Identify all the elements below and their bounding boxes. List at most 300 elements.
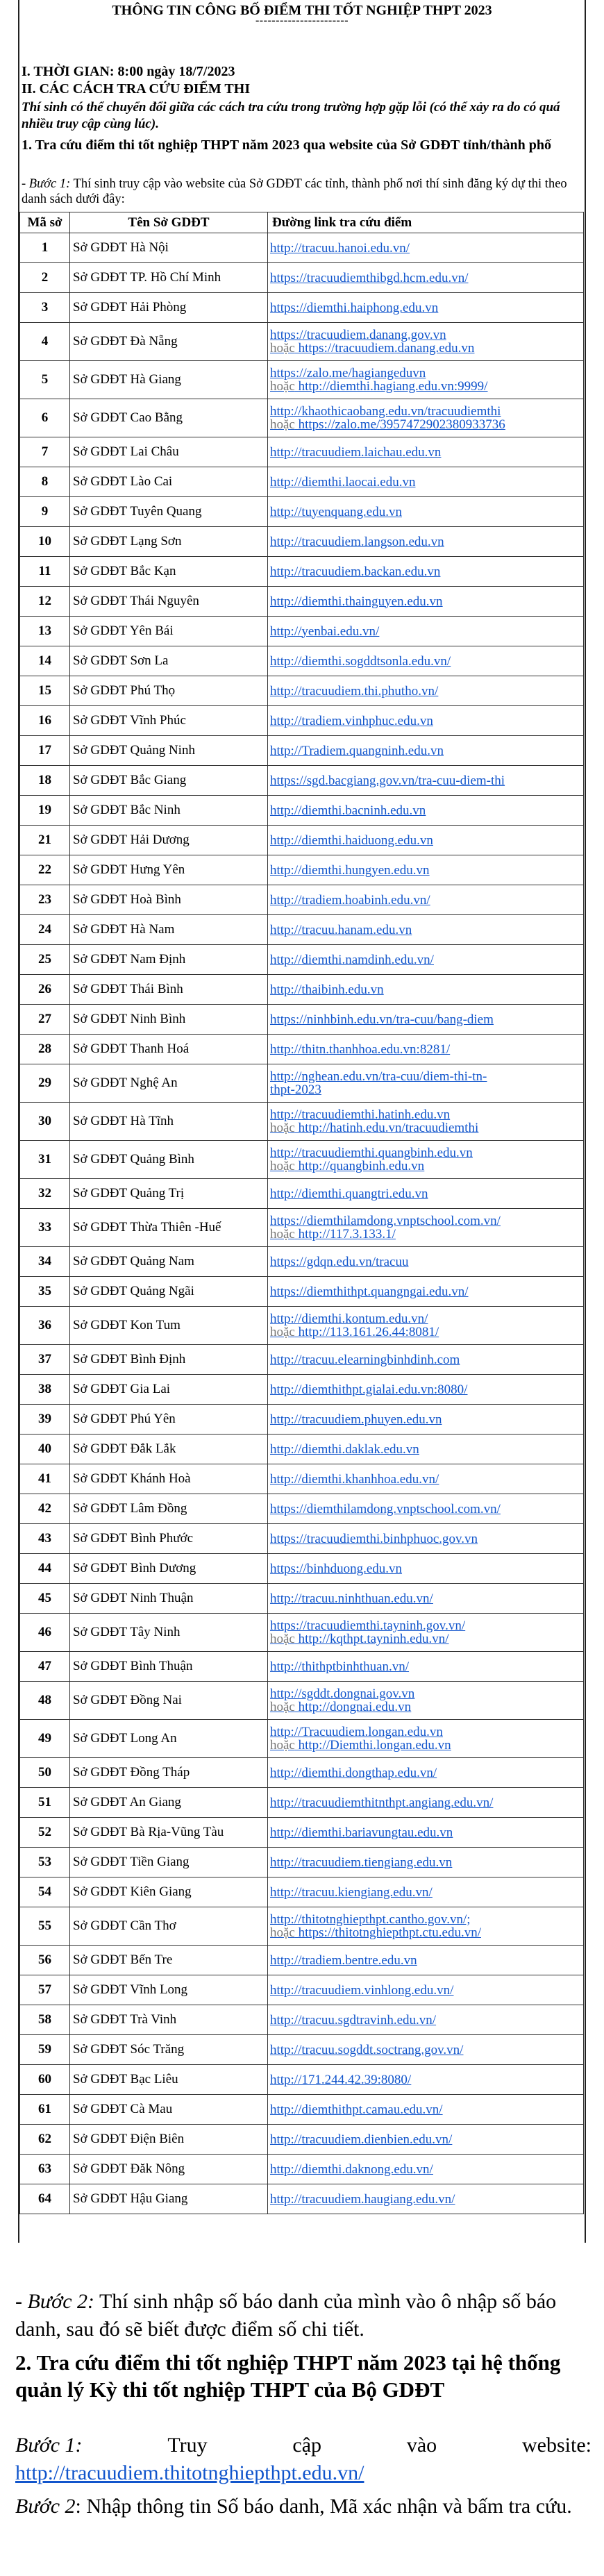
- step-label: Bước 2: [15, 2495, 76, 2518]
- lookup-link[interactable]: https://zalo.me/hagiangeduvn: [270, 367, 426, 380]
- row-links: [268, 2125, 584, 2155]
- lookup-link[interactable]: http://113.161.26.44:8081/: [298, 1325, 439, 1339]
- lookup-link[interactable]: http://diemthi.daknong.edu.vn/: [270, 2162, 433, 2176]
- lookup-link[interactable]: http://171.244.42.39:8080/: [270, 2073, 412, 2086]
- table-header-row: [20, 212, 584, 233]
- alternative-word: hoặc: [270, 1325, 295, 1339]
- lookup-link[interactable]: https://thitotnghiepthpt.ctu.edu.vn/: [298, 1926, 481, 1939]
- link-line: [270, 1473, 581, 1486]
- link-line: [270, 367, 581, 380]
- row-links: [268, 1720, 584, 1758]
- link-line: [270, 2193, 581, 2206]
- row-links: [268, 706, 584, 736]
- lookup-link[interactable]: http://tracuudiem.vinhlong.edu.vn/: [270, 1983, 454, 1997]
- row-code: 26: [20, 975, 70, 1005]
- lookup-link[interactable]: http://diemthi.hungyen.edu.vn: [270, 863, 430, 877]
- table-row: [20, 1277, 584, 1307]
- row-links: [268, 1435, 584, 1464]
- row-links: [268, 323, 584, 361]
- method1-step1: [22, 176, 582, 207]
- title-divider: -----------------------: [255, 15, 349, 26]
- row-links: [268, 1848, 584, 1877]
- table-row: [20, 736, 584, 766]
- table-row: [20, 1720, 584, 1758]
- row-code: 41: [20, 1464, 70, 1494]
- row-links: [268, 2095, 584, 2125]
- row-links: [268, 527, 584, 557]
- lookup-link[interactable]: http://tracuu.ninhthuan.edu.vn/: [270, 1591, 433, 1605]
- alternative-word: hoặc: [270, 1228, 295, 1241]
- lookup-link[interactable]: http://117.3.133.1/: [298, 1228, 396, 1241]
- table-row: [20, 1035, 584, 1064]
- row-department: Sở GDĐT Quảng Bình: [70, 1141, 268, 1179]
- table-row: [20, 293, 584, 323]
- row-links: [268, 1554, 584, 1584]
- row-code: 30: [20, 1103, 70, 1141]
- lookup-link[interactable]: http://diemthi.bariavungtau.edu.vn: [270, 1825, 453, 1839]
- alternative-word: hoặc: [270, 1121, 295, 1135]
- table-row: [20, 1682, 584, 1720]
- lookup-link[interactable]: http://dongnai.edu.vn: [298, 1700, 412, 1714]
- lookup-link[interactable]: http://tracuu.hanoi.edu.vn/: [270, 241, 410, 255]
- link-line: [270, 2014, 581, 2027]
- table-row: [20, 1907, 584, 1946]
- lookup-link[interactable]: http://diemthi.thainguyen.edu.vn: [270, 594, 443, 608]
- row-department: Sở GDĐT Ninh Bình: [70, 1005, 268, 1035]
- lookup-link[interactable]: http://tracuudiem.haugiang.edu.vn/: [270, 2192, 455, 2206]
- row-links: [268, 1277, 584, 1307]
- row-links: [268, 676, 584, 706]
- row-department: Sở GDĐT Bắc Ninh: [70, 796, 268, 826]
- row-department: Sở GDĐT Điện Biên: [70, 2125, 268, 2155]
- row-department: Sở GDĐT Hải Phòng: [70, 293, 268, 323]
- table-row: [20, 945, 584, 975]
- lookup-link[interactable]: https://ninhbinh.edu.vn/tra-cuu/bang-diem: [270, 1012, 494, 1026]
- lookup-link[interactable]: http://tracuudiem.laichau.edu.vn: [270, 445, 442, 459]
- row-code: 22: [20, 855, 70, 885]
- alternative-word: hoặc: [270, 1926, 295, 1939]
- lookup-table: [19, 212, 584, 2214]
- lookup-link[interactable]: http://tracuudiem.langson.edu.vn: [270, 535, 444, 549]
- row-code: 52: [20, 1818, 70, 1848]
- row-department: Sở GDĐT Kon Tum: [70, 1307, 268, 1345]
- link-line: [270, 1913, 581, 1926]
- row-department: Sở GDĐT Hải Dương: [70, 826, 268, 855]
- method2-heading: 2. Tra cứu điểm thi tốt nghiệp THPT năm 2023 tại hệ thống quản lý Kỳ thi tốt nghiệp THPT của Bộ GDĐT: [15, 2350, 561, 2402]
- lookup-link[interactable]: http://diemthithpt.camau.edu.vn/: [270, 2102, 443, 2116]
- link-line: [270, 418, 581, 431]
- section-time: I. THỜI GIAN: 8:00 ngày 18/7/2023: [22, 64, 235, 79]
- lookup-link[interactable]: http://diemthi.namdinh.edu.vn/: [270, 953, 434, 967]
- row-links: [268, 2005, 584, 2035]
- step-label: - Bước 1:: [22, 177, 71, 191]
- row-department: Sở GDĐT Vĩnh Phúc: [70, 706, 268, 736]
- step-word: Truy: [167, 2434, 208, 2457]
- lookup-link[interactable]: http://diemthi.bacninh.edu.vn: [270, 803, 426, 817]
- row-links: [268, 1005, 584, 1035]
- row-code: 35: [20, 1277, 70, 1307]
- link-line: [270, 894, 581, 907]
- lookup-link[interactable]: https://diemthilamdong.vnptschool.com.vn/: [270, 1502, 501, 1516]
- link-line: [270, 2133, 581, 2146]
- row-code: 64: [20, 2184, 70, 2214]
- link-line: [270, 1121, 581, 1135]
- table-row: [20, 1975, 584, 2005]
- row-code: 53: [20, 1848, 70, 1877]
- row-links: [268, 1758, 584, 1788]
- lookup-link[interactable]: https://tracuudiemthi.tayninh.gov.vn/: [270, 1619, 466, 1632]
- lookup-link[interactable]: http://thithptbinhthuan.vn/: [270, 1659, 410, 1673]
- lookup-link[interactable]: https://sgd.bacgiang.gov.vn/tra-cuu-diem-thi: [270, 773, 505, 787]
- row-links: [268, 497, 584, 527]
- row-links: [268, 1524, 584, 1554]
- lookup-link[interactable]: http://tracuudiem.phuyen.edu.vn: [270, 1412, 442, 1426]
- lookup-link[interactable]: http://nghean.edu.vn/tra-cuu/diem-thi-tn-: [270, 1070, 487, 1083]
- row-department: Sở GDĐT Thanh Hoá: [70, 1035, 268, 1064]
- link-line: [270, 1954, 581, 1967]
- link-line: [270, 744, 581, 758]
- row-code: 63: [20, 2155, 70, 2184]
- table-row: [20, 1758, 584, 1788]
- link-line: [270, 1043, 581, 1056]
- alternative-word: hoặc: [270, 1700, 295, 1714]
- lookup-link[interactable]: http://tracuu.kiengiang.edu.vn/: [270, 1885, 433, 1899]
- link-line: [270, 446, 581, 459]
- link-line: [270, 1532, 581, 1546]
- row-links: [268, 736, 584, 766]
- lookup-link[interactable]: http://tracuudiem.thi.phutho.vn/: [270, 684, 439, 698]
- table-row: [20, 1435, 584, 1464]
- row-department: Sở GDĐT Bà Rịa-Vũng Tàu: [70, 1818, 268, 1848]
- row-links: [268, 1375, 584, 1405]
- lookup-link[interactable]: http://tradiem.vinhphuc.edu.vn: [270, 714, 433, 728]
- document-title: THÔNG TIN CÔNG BỐ ĐIỂM THI TỐT NGHIỆP THPT 2023: [112, 3, 492, 18]
- link-line: [270, 328, 581, 342]
- lookup-link[interactable]: http://thitotnghiepthpt.cantho.gov.vn/;: [270, 1913, 471, 1926]
- lookup-link[interactable]: http://tracuudiemthitnthpt.angiang.edu.vn/: [270, 1796, 494, 1809]
- row-links: [268, 1614, 584, 1652]
- lookup-link[interactable]: https://diemthithpt.quangngai.edu.vn/: [270, 1285, 469, 1298]
- link-line: [270, 1856, 581, 1869]
- row-links: [268, 2035, 584, 2065]
- row-code: 18: [20, 766, 70, 796]
- table-row: [20, 826, 584, 855]
- ministry-lookup-link[interactable]: http://tracuudiem.thitotnghiepthpt.edu.vn/: [15, 2461, 364, 2484]
- lookup-link[interactable]: http://yenbai.edu.vn/: [270, 624, 380, 638]
- link-line: [270, 1160, 581, 1173]
- link-line: [270, 1562, 581, 1575]
- table-row: [20, 437, 584, 467]
- row-department: Sở GDĐT Bình Phước: [70, 1524, 268, 1554]
- lookup-link[interactable]: https://diemthi.haiphong.edu.vn: [270, 301, 439, 315]
- table-row: [20, 1788, 584, 1818]
- alternative-word: hoặc: [270, 1160, 295, 1173]
- col-header-code: Mã sở: [20, 212, 70, 233]
- lookup-link[interactable]: http://diemthi.dongthap.edu.vn/: [270, 1766, 437, 1780]
- table-row: [20, 2005, 584, 2035]
- lookup-link[interactable]: http://tracuudiemthi.hatinh.edu.vn: [270, 1108, 451, 1121]
- row-department: Sở GDĐT Trà Vinh: [70, 2005, 268, 2035]
- row-links: [268, 1946, 584, 1975]
- lookup-link[interactable]: http://diemthi.sogddtsonla.edu.vn/: [270, 654, 451, 668]
- table-row: [20, 361, 584, 399]
- row-code: 3: [20, 293, 70, 323]
- row-code: 28: [20, 1035, 70, 1064]
- row-department: Sở GDĐT Quảng Nam: [70, 1247, 268, 1277]
- table-row: [20, 676, 584, 706]
- step-text: Thí sinh nhập số báo danh của mình vào ô nhập số báo danh, sau đó sẽ biết được điểm số chi tiết.: [15, 2290, 557, 2341]
- link-line: [270, 1146, 581, 1160]
- lookup-link[interactable]: http://Tradiem.quangninh.edu.vn: [270, 744, 444, 758]
- row-code: 57: [20, 1975, 70, 2005]
- lookup-link[interactable]: http://diemthi.haiduong.edu.vn: [270, 833, 433, 847]
- link-line: [270, 1413, 581, 1426]
- table-row: [20, 1103, 584, 1141]
- table-row: [20, 706, 584, 736]
- lookup-link[interactable]: http://khaothicaobang.edu.vn/tracuudiemthi: [270, 405, 501, 418]
- row-code: 23: [20, 885, 70, 915]
- lookup-link[interactable]: https://tracuudiem.danang.gov.vn: [270, 328, 446, 342]
- row-department: Sở GDĐT Bình Thuận: [70, 1652, 268, 1682]
- lookup-link[interactable]: http://thitn.thanhhoa.edu.vn:8281/: [270, 1042, 451, 1056]
- row-code: 24: [20, 915, 70, 945]
- method1-step2: [15, 2288, 592, 2343]
- row-code: 58: [20, 2005, 70, 2035]
- row-links: [268, 467, 584, 497]
- link-line: [270, 565, 581, 578]
- row-department: Sở GDĐT Quảng Ninh: [70, 736, 268, 766]
- row-code: 39: [20, 1405, 70, 1435]
- row-code: 29: [20, 1064, 70, 1103]
- table-row: [20, 1877, 584, 1907]
- row-code: 10: [20, 527, 70, 557]
- lookup-link[interactable]: http://tracuudiemthi.quangbinh.edu.vn: [270, 1146, 473, 1160]
- step-word: vào: [406, 2434, 437, 2457]
- method2-step2: [15, 2493, 592, 2520]
- row-department: Sở GDĐT Đăk Nông: [70, 2155, 268, 2184]
- lookup-link[interactable]: http://tracuudiem.backan.edu.vn: [270, 564, 441, 578]
- step-text: : Nhập thông tin Số báo danh, Mã xác nhận và bấm tra cứu.: [75, 2495, 572, 2518]
- link-line: [270, 1503, 581, 1516]
- table-row: [20, 1818, 584, 1848]
- row-links: [268, 766, 584, 796]
- row-links: [268, 1464, 584, 1494]
- row-department: Sở GDĐT Hoà Bình: [70, 885, 268, 915]
- row-code: 6: [20, 399, 70, 437]
- row-links: [268, 975, 584, 1005]
- lookup-link[interactable]: http://Tracuudiem.longan.edu.vn: [270, 1725, 443, 1739]
- lookup-link[interactable]: http://tracuudiem.dienbien.edu.vn/: [270, 2132, 453, 2146]
- table-row: [20, 263, 584, 293]
- row-department: Sở GDĐT Ninh Thuận: [70, 1584, 268, 1614]
- lookup-link[interactable]: http://diemthithpt.gialai.edu.vn:8080/: [270, 1382, 468, 1396]
- lookup-link[interactable]: http://tracuu.sogddt.soctrang.gov.vn/: [270, 2043, 464, 2057]
- row-department: Sở GDĐT Đắk Lắk: [70, 1435, 268, 1464]
- lookup-link[interactable]: http://tracuudiem.tiengiang.edu.vn: [270, 1855, 453, 1869]
- lookup-link[interactable]: https://gdqn.edu.vn/tracuu: [270, 1255, 409, 1269]
- row-department: Sở GDĐT An Giang: [70, 1788, 268, 1818]
- row-department: Sở GDĐT TP. Hồ Chí Minh: [70, 263, 268, 293]
- row-code: 48: [20, 1682, 70, 1720]
- lookup-link[interactable]: http://diemthi.kontum.edu.vn/: [270, 1312, 428, 1325]
- row-department: Sở GDĐT Cà Mau: [70, 2095, 268, 2125]
- row-code: 56: [20, 1946, 70, 1975]
- link-line: [270, 1108, 581, 1121]
- table-row: [20, 1524, 584, 1554]
- row-department: Sở GDĐT Bình Định: [70, 1345, 268, 1375]
- table-row: [20, 1584, 584, 1614]
- link-line: [270, 1255, 581, 1269]
- table-row: [20, 1209, 584, 1247]
- lookup-link[interactable]: http://Diemthi.longan.edu.vn: [298, 1739, 451, 1752]
- lookup-link[interactable]: https://tracuudiemthibgd.hcm.edu.vn/: [270, 271, 469, 285]
- lookup-link[interactable]: http://diemthi.quangtri.edu.vn: [270, 1187, 428, 1201]
- row-department: Sở GDĐT Lạng Sơn: [70, 527, 268, 557]
- row-department: Sở GDĐT Thái Bình: [70, 975, 268, 1005]
- row-department: Sở GDĐT Tiền Giang: [70, 1848, 268, 1877]
- lookup-link[interactable]: https://tracuudiem.danang.edu.vn: [298, 342, 475, 355]
- row-department: Sở GDĐT Lai Châu: [70, 437, 268, 467]
- table-row: [20, 1946, 584, 1975]
- step-word: website:: [522, 2434, 592, 2457]
- row-links: [268, 1247, 584, 1277]
- link-line: [270, 1632, 581, 1646]
- link-line: [270, 804, 581, 817]
- row-code: 1: [20, 233, 70, 263]
- lookup-link[interactable]: https://diemthilamdong.vnptschool.com.vn/: [270, 1214, 501, 1228]
- link-line: [270, 271, 581, 285]
- row-links: [268, 293, 584, 323]
- lookup-link[interactable]: http://diemthi.hagiang.edu.vn:9999/: [298, 380, 488, 393]
- row-links: [268, 399, 584, 437]
- lookup-link[interactable]: http://tracuu.elearningbinhdinh.com: [270, 1353, 460, 1366]
- row-department: Sở GDĐT Sơn La: [70, 646, 268, 676]
- lookup-link[interactable]: http://tracuu.sgdtravinh.edu.vn/: [270, 2013, 437, 2027]
- col-header-name: Tên Sở GDĐT: [70, 212, 268, 233]
- link-line: [270, 2103, 581, 2116]
- link-line: [270, 1725, 581, 1739]
- table-row: [20, 1848, 584, 1877]
- row-code: 9: [20, 497, 70, 527]
- link-line: [270, 1700, 581, 1714]
- lookup-link[interactable]: http://thaibinh.edu.vn: [270, 982, 384, 996]
- link-line: [270, 923, 581, 937]
- row-department: Sở GDĐT Thừa Thiên -Huế: [70, 1209, 268, 1247]
- row-department: Sở GDĐT Phú Thọ: [70, 676, 268, 706]
- lookup-link[interactable]: http://kqthpt.tayninh.edu.vn/: [298, 1632, 449, 1646]
- row-department: Sở GDĐT Lào Cai: [70, 467, 268, 497]
- table-row: [20, 2155, 584, 2184]
- row-links: [268, 1652, 584, 1682]
- table-row: [20, 587, 584, 617]
- step1-line: [15, 2432, 592, 2459]
- row-department: Sở GDĐT Hậu Giang: [70, 2184, 268, 2214]
- row-code: 55: [20, 1907, 70, 1946]
- link-line: [270, 1383, 581, 1396]
- row-department: Sở GDĐT Nam Định: [70, 945, 268, 975]
- lookup-link[interactable]: http://sgddt.dongnai.gov.vn: [270, 1687, 415, 1700]
- lookup-link[interactable]: thpt-2023: [270, 1083, 321, 1096]
- alternative-word: hoặc: [270, 342, 295, 355]
- lookup-link[interactable]: http://tuyenquang.edu.vn: [270, 505, 402, 519]
- lookup-link[interactable]: https://zalo.me/3957472902380933736: [298, 418, 505, 431]
- row-links: [268, 2065, 584, 2095]
- table-row: [20, 1652, 584, 1682]
- link-line: [270, 1013, 581, 1026]
- link-line: [270, 1325, 581, 1339]
- lookup-link[interactable]: http://quangbinh.edu.vn: [298, 1160, 425, 1173]
- row-code: 47: [20, 1652, 70, 1682]
- link-line: [270, 1312, 581, 1325]
- link-line: [270, 1083, 581, 1096]
- row-code: 17: [20, 736, 70, 766]
- table-row: [20, 855, 584, 885]
- row-code: 36: [20, 1307, 70, 1345]
- lookup-link[interactable]: http://tradiem.bentre.edu.vn: [270, 1953, 417, 1967]
- row-links: [268, 557, 584, 587]
- alternative-word: hoặc: [270, 418, 295, 431]
- link-line: [270, 301, 581, 315]
- link-line: [270, 1443, 581, 1456]
- row-department: Sở GDĐT Bình Dương: [70, 1554, 268, 1584]
- lookup-link[interactable]: http://hatinh.edu.vn/tracuudiemthi: [298, 1121, 479, 1135]
- lookup-link[interactable]: https://binhduong.edu.vn: [270, 1562, 402, 1575]
- table-row: [20, 766, 584, 796]
- table-row: [20, 1141, 584, 1179]
- lookup-link[interactable]: http://diemthi.daklak.edu.vn: [270, 1442, 419, 1456]
- table-row: [20, 1307, 584, 1345]
- alternative-word: hoặc: [270, 380, 295, 393]
- lookup-link[interactable]: http://tradiem.hoabinh.edu.vn/: [270, 893, 430, 907]
- row-code: 19: [20, 796, 70, 826]
- row-code: 44: [20, 1554, 70, 1584]
- link-line: [270, 2043, 581, 2057]
- row-code: 59: [20, 2035, 70, 2065]
- link-line: [270, 1984, 581, 1997]
- row-code: 8: [20, 467, 70, 497]
- row-links: [268, 233, 584, 263]
- table-row: [20, 1464, 584, 1494]
- table-row: [20, 1614, 584, 1652]
- row-department: Sở GDĐT Long An: [70, 1720, 268, 1758]
- link-line: [270, 1886, 581, 1899]
- row-links: [268, 1209, 584, 1247]
- link-line: [270, 1766, 581, 1780]
- alternative-word: hoặc: [270, 1739, 295, 1752]
- row-links: [268, 885, 584, 915]
- row-code: 38: [20, 1375, 70, 1405]
- link-line: [270, 1228, 581, 1241]
- row-code: 49: [20, 1720, 70, 1758]
- lookup-link[interactable]: http://tracuu.hanam.edu.vn: [270, 923, 412, 937]
- row-department: Sở GDĐT Lâm Đồng: [70, 1494, 268, 1524]
- row-department: Sở GDĐT Quảng Trị: [70, 1179, 268, 1209]
- row-links: [268, 1064, 584, 1103]
- row-code: 34: [20, 1247, 70, 1277]
- lookup-link[interactable]: http://diemthi.laocai.edu.vn: [270, 475, 416, 489]
- row-department: Sở GDĐT Vĩnh Long: [70, 1975, 268, 2005]
- row-department: Sở GDĐT Nghệ An: [70, 1064, 268, 1103]
- row-links: [268, 1975, 584, 2005]
- table-row: [20, 557, 584, 587]
- row-department: Sở GDĐT Đồng Tháp: [70, 1758, 268, 1788]
- link-line: [270, 1687, 581, 1700]
- lookup-link[interactable]: http://diemthi.khanhhoa.edu.vn/: [270, 1472, 439, 1486]
- lookup-link[interactable]: https://tracuudiemthi.binhphuoc.gov.vn: [270, 1532, 478, 1546]
- row-links: [268, 1818, 584, 1848]
- row-department: Sở GDĐT Thái Nguyên: [70, 587, 268, 617]
- table-row: [20, 2184, 584, 2214]
